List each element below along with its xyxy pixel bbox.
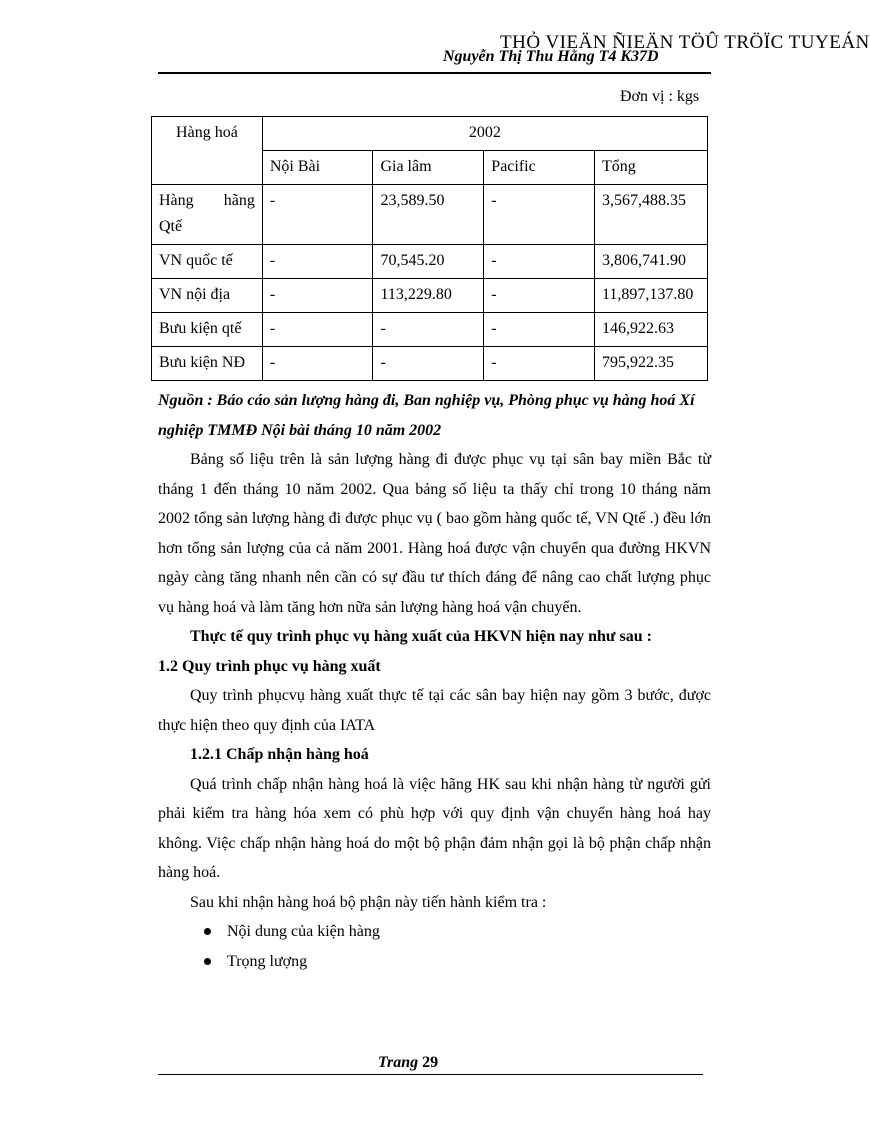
- paragraph-acceptance: Quá trình chấp nhận hàng hoá là việc hãng HK sau khi nhận hàng từ người gửi phải kiểm tra hàng hóa xem có phù hợp với quy định vận chuyển hàng hoá hay không. Việc chấp nhận hàng hoá do một bộ phận đảm nhận gọi là bộ phận chấp nhận hàng hoá.: [158, 775, 711, 881]
- cell-tong: 3,567,488.35: [595, 185, 708, 245]
- row-label: Bưu kiện qtế: [152, 313, 263, 347]
- bullet-icon: [204, 928, 211, 935]
- header-rule: [158, 72, 711, 74]
- cell-noi-bai: -: [262, 279, 373, 313]
- row-label-part: Hàng: [159, 192, 194, 209]
- table-row: [152, 245, 708, 279]
- paragraph-summary: Bảng số liệu trên là sản lượng hàng đi được phục vụ tại sân bay miền Bắc từ tháng 1 đến tháng 10 năm 2002. Qua bảng số liệu ta thấy chỉ trong 10 tháng năm 2002 tổng sản lượng hàng đi được phục vụ ( bao gồm hàng quốc tế, VN Qtế .) đều lớn hơn tổng sản lượng của cả năm 2001. Hàng hoá được vận chuyển qua đường HKVN ngày càng tăng nhanh nên cần có sự đầu tư thích đáng để nâng cao chất lượng phục vụ hàng hoá và làm tăng hơn nữa sản lượng hàng hoá vận chuyển.: [158, 451, 711, 616]
- table-row: [152, 185, 708, 245]
- table-row: [152, 313, 708, 347]
- column-header-pacific: Pacific: [484, 151, 595, 185]
- cell-pacific: -: [484, 245, 595, 279]
- body-content: [158, 386, 711, 976]
- cell-gia-lam: -: [373, 313, 484, 347]
- page-number: 29: [422, 1054, 439, 1071]
- row-label: VN quốc tế: [152, 245, 263, 279]
- cell-tong: 795,922.35: [595, 347, 708, 381]
- cell-tong: 146,922.63: [595, 313, 708, 347]
- cell-tong: 11,897,137.80: [595, 279, 708, 313]
- table-unit: Đơn vị : kgs: [620, 88, 700, 105]
- list-item-text: Trọng lượng: [227, 952, 308, 970]
- cell-pacific: -: [484, 313, 595, 347]
- cell-gia-lam: -: [373, 347, 484, 381]
- watermark-text: THỎ VIEÄN ÑIEÄN TÖÛ TRÖÏC TUYEÁN: [500, 32, 870, 53]
- list-item-text: Nội dung của kiện hàng: [227, 923, 380, 940]
- cell-noi-bai: -: [262, 245, 373, 279]
- cell-noi-bai: -: [262, 313, 373, 347]
- column-header-gia-lam: Gia lâm: [373, 151, 484, 185]
- column-header-tong: Tổng: [595, 151, 708, 185]
- row-label-part: hãng: [223, 192, 255, 209]
- data-table: [151, 116, 708, 381]
- row-label-line: [159, 188, 255, 214]
- row-label: Bưu kiện NĐ: [152, 347, 263, 381]
- list-item: [204, 947, 711, 977]
- cell-gia-lam: 23,589.50: [373, 185, 484, 245]
- table-header-row: [152, 117, 708, 151]
- page-footer: [0, 1054, 816, 1072]
- header-author: Nguyễn Thị Thu Hằng T4 K37D: [443, 48, 659, 65]
- paragraph-check-intro: Sau khi nhận hàng hoá bộ phận này tiến hành kiểm tra :: [190, 893, 547, 911]
- column-header-year: 2002: [262, 117, 707, 151]
- bullet-icon: [204, 958, 211, 965]
- lead-sentence: Thực tế quy trình phục vụ hàng xuất của HKVN hiện nay như sau :: [190, 628, 652, 645]
- column-header-noi-bai: Nội Bài: [262, 151, 373, 185]
- row-label-part: Qtế: [159, 218, 183, 235]
- table-row: [152, 279, 708, 313]
- cell-tong: 3,806,741.90: [595, 245, 708, 279]
- cell-noi-bai: -: [262, 347, 373, 381]
- cell-noi-bai: -: [262, 185, 373, 245]
- row-label: [152, 185, 263, 245]
- footer-rule: [158, 1074, 703, 1075]
- column-header-hang-hoa: Hàng hoá: [152, 117, 263, 185]
- page-label: Trang: [377, 1054, 419, 1071]
- row-label: VN nội địa: [152, 279, 263, 313]
- cell-pacific: -: [484, 279, 595, 313]
- cell-gia-lam: 113,229.80: [373, 279, 484, 313]
- table-row: [152, 347, 708, 381]
- check-list: [158, 917, 711, 976]
- source-note: Nguồn : Báo cáo sản lượng hàng đi, Ban nghiệp vụ, Phòng phục vụ hàng hoá Xí nghiệp TMMĐ Nội bài tháng 10 năm 2002: [158, 392, 695, 439]
- paragraph-process: Quy trình phụcvụ hàng xuất thực tế tại các sân bay hiện nay gồm 3 bước, được thực hiện theo quy định của IATA: [158, 687, 711, 734]
- cell-pacific: -: [484, 347, 595, 381]
- list-item: [204, 917, 711, 947]
- cell-pacific: -: [484, 185, 595, 245]
- section-heading-1-2-1: 1.2.1 Chấp nhận hàng hoá: [190, 746, 369, 763]
- section-heading-1-2: 1.2 Quy trình phục vụ hàng xuất: [158, 657, 381, 675]
- cell-gia-lam: 70,545.20: [373, 245, 484, 279]
